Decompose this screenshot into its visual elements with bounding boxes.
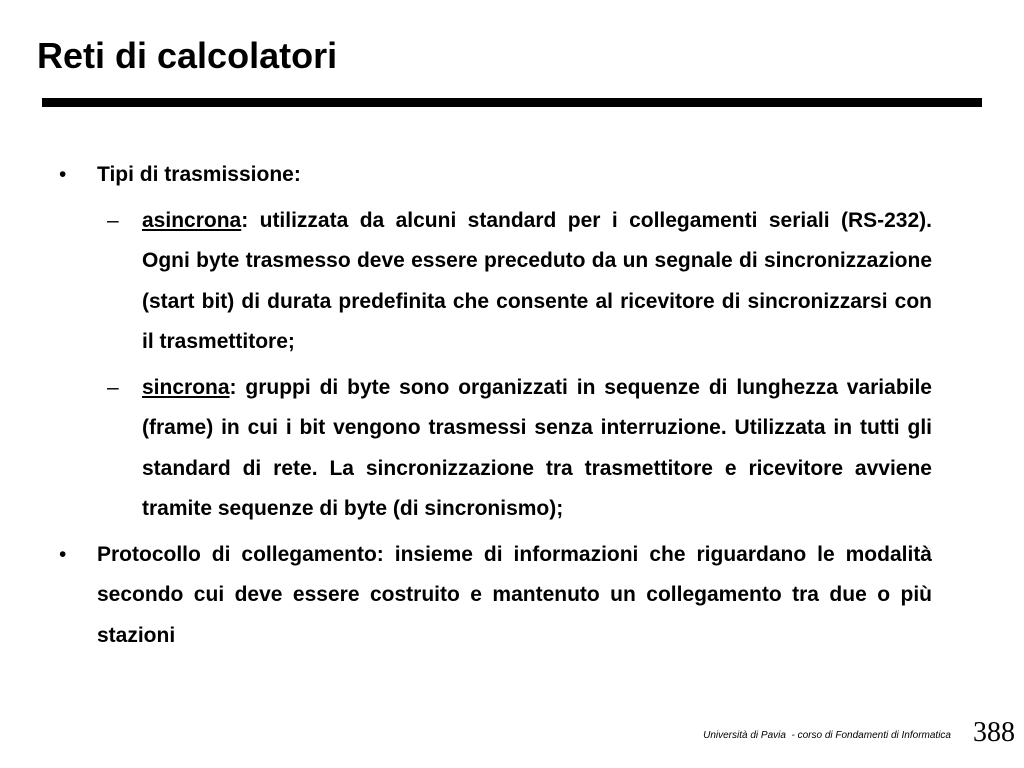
page-number: 388 <box>973 717 1015 748</box>
bullet-marker: • <box>59 163 67 186</box>
footer-text: Università di Pavia - corso di Fondamenti di Informatica <box>703 730 951 741</box>
slide-content <box>0 155 1024 656</box>
subbullet-text: : gruppi di byte sono organizzati in sequenze di lunghezza variabile (frame) in cui i bit vengono trasmessi senza interruzione. Utilizzata in tutti gli standard di rete. La sincronizzazione tra trasmettitore e ricevitore avviene tramite sequenze di byte (di sincronismo); <box>142 375 932 520</box>
subbullet-sincrona <box>107 368 932 530</box>
term-asincrona: asincrona <box>142 208 242 232</box>
term-sincrona: sincrona <box>142 375 230 399</box>
bullet-text: Tipi di trasmissione: <box>97 163 301 186</box>
bullet-protocollo-di-collegamento <box>59 535 932 657</box>
bullet-tipi-di-trasmissione <box>59 155 932 196</box>
subbullet-marker: – <box>107 208 119 232</box>
slide-title: Reti di calcolatori <box>37 35 338 76</box>
subbullet-asincrona <box>107 201 932 363</box>
title-divider <box>42 98 982 107</box>
subbullet-marker: – <box>107 375 119 399</box>
bullet-marker: • <box>59 542 67 566</box>
subbullet-text: : utilizzata da alcuni standard per i collegamenti seriali (RS-232). Ogni byte trasmesso deve essere preceduto da un segnale di sincronizzazione (start bit) di durata predefinita che consente al ricevitore di sincronizzarsi con il trasmettitore; <box>142 208 932 353</box>
bullet-text: Protocollo di collegamento: insieme di informazioni che riguardano le modalità secondo cui deve essere costruito e mantenuto un collegamento tra due o più stazioni <box>97 542 932 647</box>
